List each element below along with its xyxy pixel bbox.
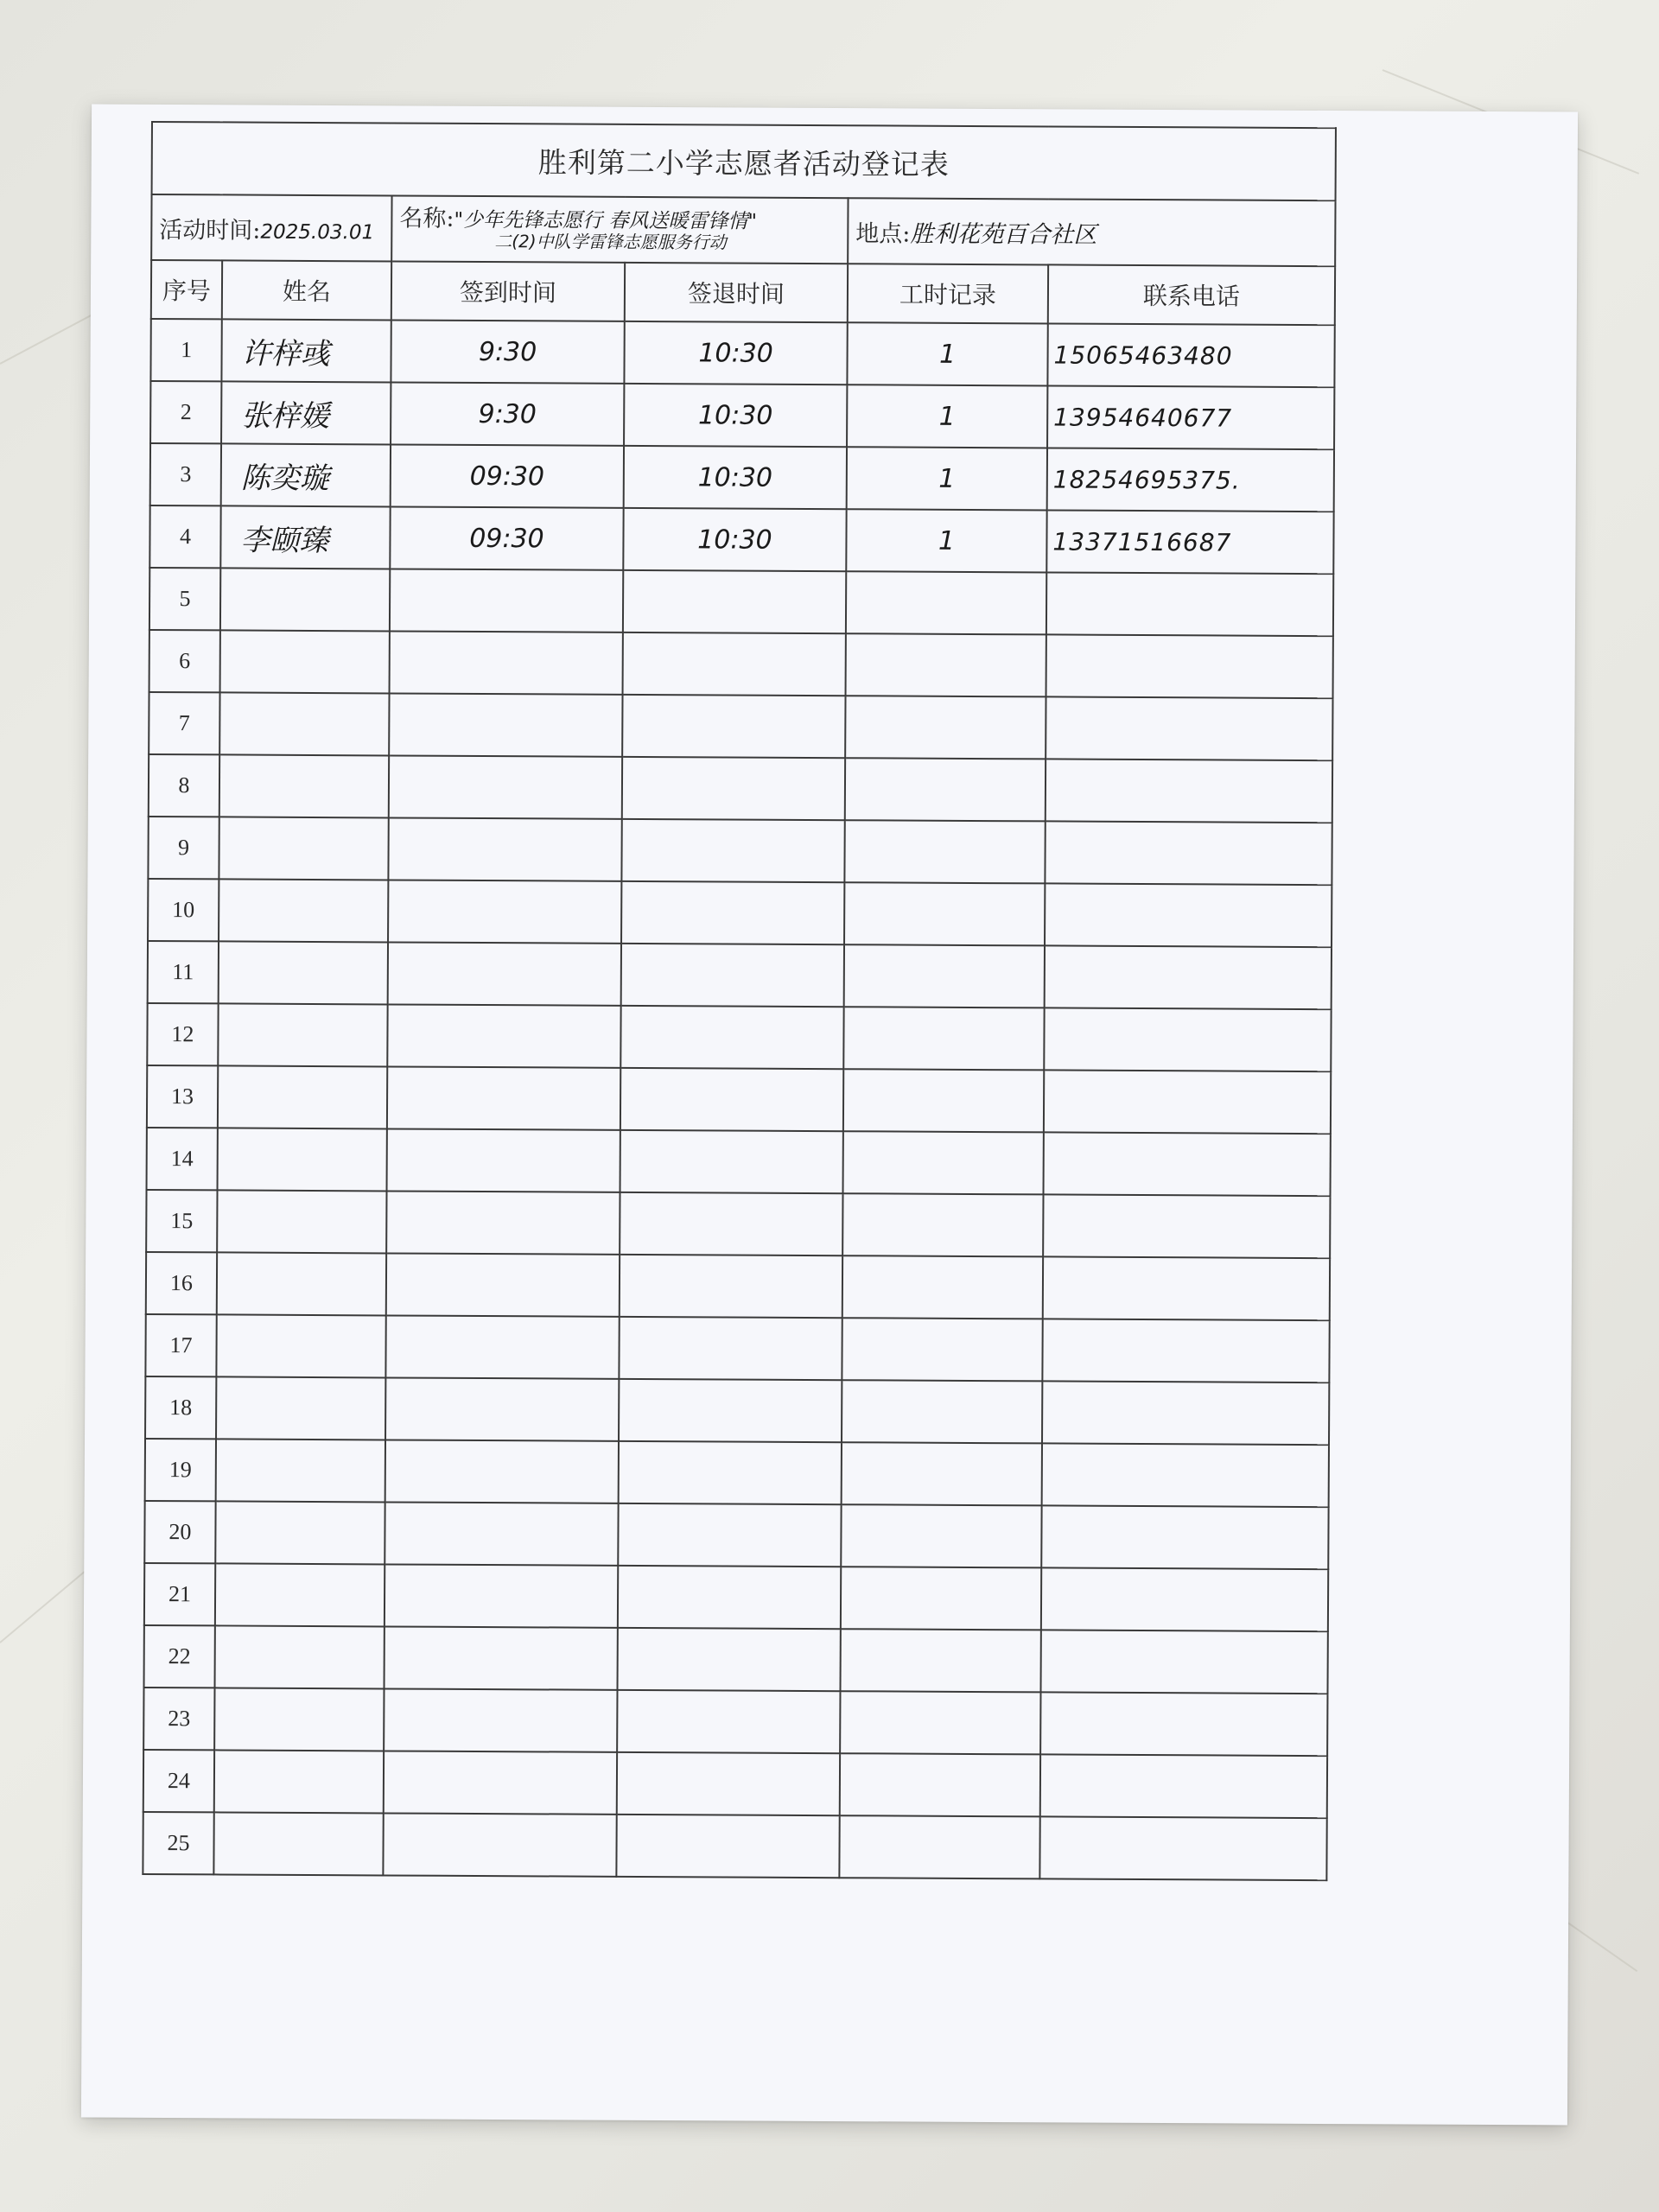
- column-header: 签退时间: [625, 263, 848, 322]
- name-cell: [219, 879, 388, 942]
- row-number-cell: 15: [146, 1190, 217, 1252]
- activity-name-cell: [391, 195, 848, 264]
- hours-cell: [841, 1504, 1041, 1567]
- phone-cell: 13371516687: [1046, 510, 1333, 574]
- phone-cell: 13954640677: [1047, 385, 1334, 449]
- activity-time-cell: [151, 194, 391, 261]
- registration-form: [142, 121, 1335, 1881]
- phone-cell: [1041, 1567, 1328, 1631]
- sign-out-time-cell: 10:30: [623, 508, 846, 571]
- phone-cell: [1045, 883, 1332, 947]
- row-number-cell: 8: [149, 754, 219, 817]
- name-cell: [214, 1688, 384, 1751]
- hours-cell: [842, 1442, 1042, 1505]
- table-row: [149, 754, 1332, 823]
- phone-cell: [1045, 945, 1332, 1009]
- sign-out-time-cell: [620, 1130, 843, 1193]
- sign-in-time-cell: [388, 817, 621, 880]
- sign-out-time-cell: [617, 1690, 840, 1753]
- name-cell: [219, 754, 389, 817]
- activity-time-value: 2025.03.01: [260, 220, 375, 244]
- table-row: [150, 381, 1334, 449]
- hours-cell: [840, 1753, 1040, 1816]
- table-row: [147, 1065, 1331, 1134]
- name-cell: [213, 1812, 383, 1875]
- row-number-cell: 6: [149, 630, 220, 692]
- sign-out-time-cell: [618, 1566, 841, 1629]
- name-cell: [218, 1003, 387, 1066]
- row-number-cell: 20: [144, 1501, 215, 1563]
- sign-out-time-cell: [620, 1192, 842, 1255]
- phone-cell: 18254695375.: [1047, 448, 1334, 512]
- table-row: [144, 1501, 1328, 1569]
- name-cell: [217, 1190, 386, 1253]
- info-row: [151, 194, 1335, 266]
- location-value: 胜利花苑百合社区: [910, 220, 1097, 249]
- table-row: [143, 1688, 1327, 1756]
- phone-cell: 15065463480: [1047, 323, 1334, 387]
- phone-cell: [1042, 1381, 1329, 1445]
- sign-in-time-cell: 09:30: [391, 444, 624, 507]
- column-header: 联系电话: [1048, 264, 1335, 325]
- row-number-cell: 10: [148, 879, 219, 941]
- sign-out-time-cell: [617, 1752, 840, 1815]
- sign-in-time-cell: [387, 1066, 620, 1129]
- hours-cell: [841, 1567, 1041, 1630]
- phone-cell: [1043, 1256, 1330, 1320]
- row-number-cell: 5: [149, 568, 220, 630]
- hours-cell: [846, 571, 1046, 634]
- table-row: [145, 1314, 1329, 1382]
- sign-in-time-cell: [387, 1004, 620, 1067]
- hours-cell: [844, 882, 1045, 945]
- name-cell: [218, 1065, 387, 1128]
- sign-in-time-cell: 09:30: [390, 506, 623, 569]
- row-number-cell: 23: [143, 1688, 214, 1750]
- activity-time-label: 活动时间:: [159, 216, 261, 245]
- phone-cell: [1040, 1754, 1327, 1818]
- row-number-cell: 24: [143, 1750, 214, 1812]
- row-number-cell: 21: [144, 1563, 215, 1625]
- sign-in-time-cell: [388, 880, 621, 943]
- name-cell: [215, 1563, 385, 1626]
- title-row: [152, 122, 1336, 200]
- column-header: 工时记录: [848, 264, 1048, 323]
- activity-name-line1: "少年先锋志愿行 春风送暖雷锋情": [454, 209, 758, 233]
- hours-cell: [845, 696, 1046, 759]
- sign-in-time-cell: [384, 1751, 617, 1814]
- name-cell: [219, 817, 388, 880]
- activity-name-line2: 二(2)中队学雷锋志愿服务行动: [494, 230, 727, 253]
- table-row: [150, 443, 1334, 512]
- hours-cell: 1: [847, 385, 1047, 448]
- sign-in-time-cell: [390, 569, 623, 632]
- row-number-cell: 3: [150, 443, 221, 505]
- column-header: 签到时间: [391, 261, 625, 321]
- sign-in-time-cell: [390, 631, 623, 694]
- table-row: [149, 692, 1332, 760]
- table-row: [145, 1376, 1329, 1445]
- phone-cell: [1045, 821, 1332, 885]
- name-cell: [219, 692, 389, 755]
- sign-out-time-cell: [621, 944, 844, 1007]
- sign-out-time-cell: [619, 1441, 842, 1504]
- table-row: [144, 1625, 1328, 1694]
- sign-out-time-cell: 10:30: [624, 321, 847, 385]
- row-number-cell: 19: [145, 1439, 216, 1501]
- phone-cell: [1046, 572, 1333, 636]
- sign-in-time-cell: [383, 1813, 616, 1876]
- table-row: [144, 1563, 1328, 1631]
- name-cell: [216, 1439, 385, 1502]
- phone-cell: [1046, 696, 1332, 760]
- row-number-cell: 11: [148, 941, 219, 1003]
- sign-in-time-cell: [385, 1502, 618, 1565]
- sign-out-time-cell: [617, 1628, 840, 1691]
- location-label: 地点:: [855, 219, 911, 248]
- column-header-row: [151, 260, 1335, 325]
- sign-in-time-cell: [389, 693, 622, 756]
- column-header: 序号: [151, 260, 222, 319]
- row-number-cell: 12: [147, 1003, 218, 1065]
- sign-out-time-cell: [620, 1255, 842, 1318]
- hours-cell: [843, 1069, 1044, 1132]
- name-cell: 李颐臻: [220, 505, 390, 569]
- row-number-cell: 16: [146, 1252, 217, 1314]
- sign-out-time-cell: [622, 695, 845, 758]
- row-number-cell: 25: [143, 1812, 213, 1874]
- row-number-cell: 22: [144, 1625, 215, 1688]
- table-row: [147, 1128, 1331, 1196]
- location-cell: [848, 198, 1335, 266]
- hours-cell: [842, 1255, 1043, 1319]
- hours-cell: [840, 1629, 1040, 1692]
- sign-in-time-cell: [385, 1626, 618, 1689]
- registration-table: [142, 121, 1337, 1881]
- hours-cell: [843, 1007, 1044, 1070]
- table-row: [143, 1750, 1327, 1818]
- phone-cell: [1044, 1007, 1331, 1071]
- name-cell: [216, 1376, 385, 1440]
- name-cell: 张梓媛: [221, 381, 391, 444]
- row-number-cell: 18: [145, 1376, 216, 1439]
- row-number-cell: 2: [150, 381, 221, 443]
- hours-cell: [846, 633, 1046, 696]
- name-cell: [218, 1128, 387, 1191]
- sign-in-time-cell: [384, 1688, 617, 1751]
- table-row: [149, 505, 1333, 574]
- sign-in-time-cell: 9:30: [391, 382, 624, 445]
- row-number-cell: 13: [147, 1065, 218, 1128]
- table-row: [148, 817, 1332, 885]
- form-title: 胜利第二小学志愿者活动登记表: [152, 122, 1336, 200]
- table-row: [143, 1812, 1326, 1880]
- phone-cell: [1044, 1070, 1331, 1134]
- sign-out-time-cell: [621, 881, 844, 944]
- hours-cell: [839, 1815, 1039, 1878]
- sign-in-time-cell: [385, 1377, 619, 1440]
- row-number-cell: 7: [149, 692, 219, 754]
- row-number-cell: 9: [148, 817, 219, 879]
- sign-out-time-cell: [621, 819, 844, 882]
- table-row: [146, 1190, 1330, 1258]
- row-number-cell: 14: [147, 1128, 218, 1190]
- hours-cell: [842, 1318, 1042, 1381]
- sign-out-time-cell: [623, 632, 846, 696]
- sign-in-time-cell: [385, 1564, 618, 1627]
- phone-cell: [1042, 1443, 1329, 1507]
- phone-cell: [1042, 1319, 1329, 1382]
- name-cell: [215, 1625, 385, 1688]
- phone-cell: [1041, 1505, 1328, 1569]
- sign-out-time-cell: [618, 1503, 841, 1567]
- sign-out-time-cell: [619, 1317, 842, 1380]
- row-number-cell: 4: [149, 505, 220, 568]
- sign-in-time-cell: [386, 1253, 620, 1316]
- table-row: [145, 1439, 1329, 1507]
- sign-in-time-cell: [387, 1128, 620, 1192]
- sign-out-time-cell: 10:30: [624, 446, 847, 509]
- table-row: [148, 879, 1332, 947]
- name-cell: 陈奕璇: [221, 443, 391, 506]
- table-row: [146, 1252, 1330, 1320]
- sign-in-time-cell: [389, 755, 622, 818]
- table-row: [150, 319, 1334, 387]
- hours-cell: [842, 1193, 1043, 1256]
- table-row: [149, 630, 1333, 698]
- row-number-cell: 1: [150, 319, 221, 381]
- table-row: [148, 941, 1332, 1009]
- sign-in-time-cell: [385, 1440, 619, 1503]
- phone-cell: [1039, 1816, 1326, 1880]
- row-number-cell: 17: [145, 1314, 216, 1376]
- name-cell: 许梓彧: [221, 319, 391, 382]
- sign-out-time-cell: [623, 570, 846, 633]
- hours-cell: [843, 1131, 1044, 1194]
- name-cell: [214, 1750, 384, 1813]
- name-cell: [215, 1501, 385, 1564]
- sign-in-time-cell: [385, 1315, 619, 1378]
- hours-cell: [845, 758, 1046, 821]
- hours-cell: 1: [847, 447, 1047, 510]
- sign-out-time-cell: [620, 1068, 843, 1131]
- phone-cell: [1040, 1692, 1327, 1756]
- sign-out-time-cell: [622, 757, 845, 820]
- phone-cell: [1046, 634, 1333, 698]
- name-cell: [217, 1252, 386, 1315]
- sign-in-time-cell: [388, 942, 621, 1005]
- sign-out-time-cell: [616, 1815, 839, 1878]
- table-row: [147, 1003, 1331, 1071]
- table-row: [149, 568, 1333, 636]
- sign-in-time-cell: 9:30: [391, 320, 624, 383]
- phone-cell: [1040, 1630, 1327, 1694]
- hours-cell: [844, 944, 1045, 1007]
- name-cell: [220, 568, 390, 631]
- hours-cell: [840, 1691, 1040, 1754]
- name-cell: [220, 630, 390, 693]
- name-cell: [216, 1314, 385, 1377]
- sign-out-time-cell: 10:30: [624, 384, 847, 447]
- activity-name-label: 名称:: [399, 205, 454, 233]
- name-cell: [219, 941, 388, 1004]
- phone-cell: [1046, 759, 1332, 823]
- hours-cell: [844, 820, 1045, 883]
- hours-cell: [842, 1380, 1042, 1443]
- hours-cell: 1: [847, 322, 1047, 385]
- phone-cell: [1044, 1132, 1331, 1196]
- hours-cell: 1: [846, 509, 1046, 572]
- column-header: 姓名: [222, 260, 391, 320]
- sign-out-time-cell: [619, 1379, 842, 1442]
- phone-cell: [1043, 1194, 1330, 1258]
- sign-out-time-cell: [620, 1006, 843, 1069]
- sign-in-time-cell: [386, 1191, 620, 1254]
